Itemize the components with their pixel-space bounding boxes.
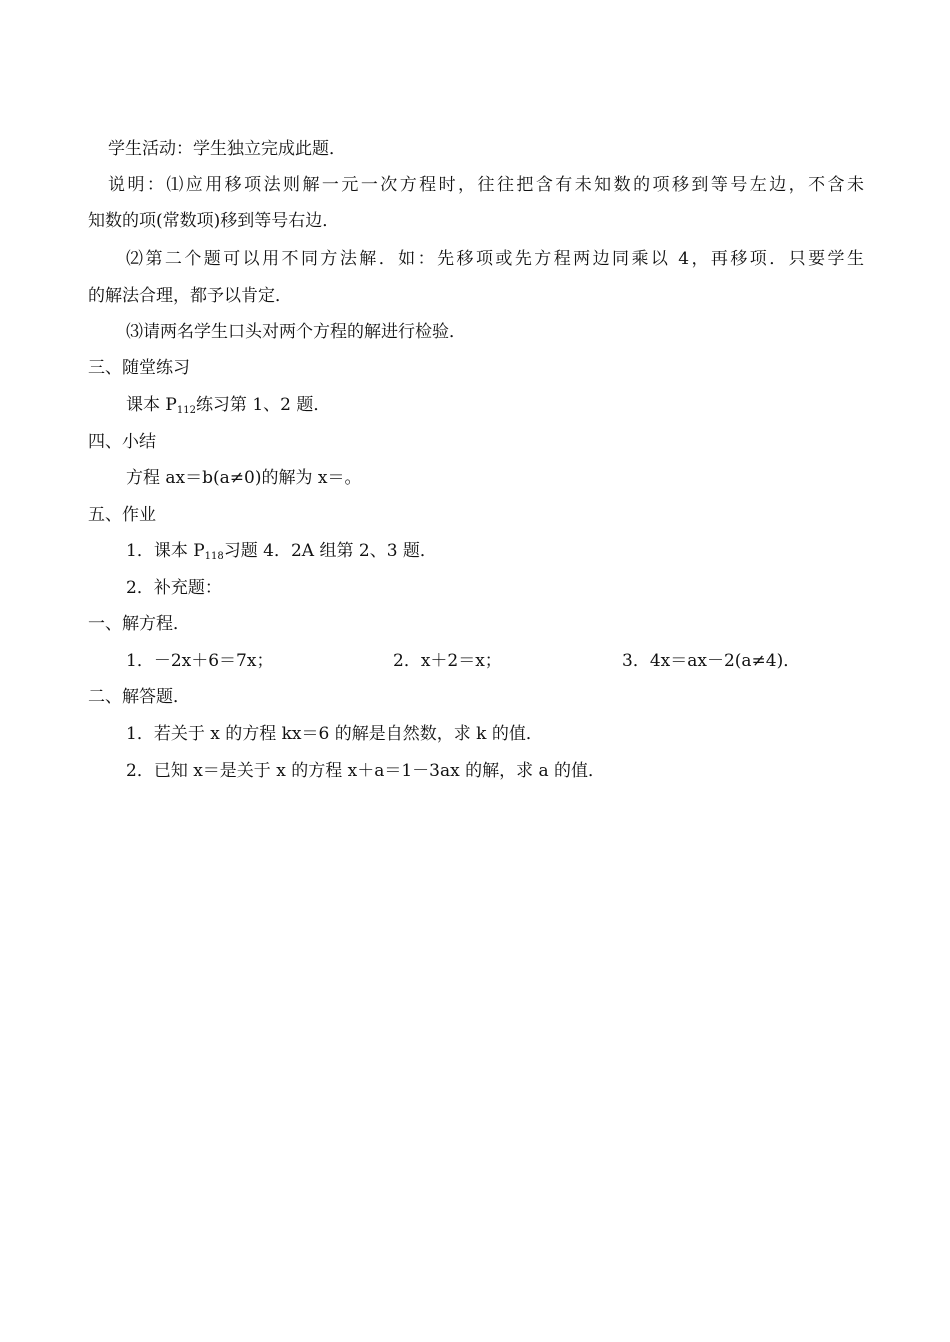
note-2-line-2: 的解法合理，都予以肯定． xyxy=(88,286,292,306)
section-heading-homework: 五、作业 xyxy=(88,505,156,525)
note-1-line-2: 知数的项(常数项)移到等号右边． xyxy=(88,211,340,231)
homework-item-1-prefix: 1．课本 P xyxy=(126,541,205,561)
note-3: ⑶请两名学生口头对两个方程的解进行检验． xyxy=(126,322,466,342)
equation-2: 2．x＋2＝x； xyxy=(393,651,502,671)
practice-text-suffix: 练习第 1、2 题． xyxy=(195,395,331,415)
homework-item-1 xyxy=(126,540,437,568)
practice-text-prefix: 课本 P xyxy=(126,395,177,415)
section-heading-practice: 三、随堂练习 xyxy=(88,358,190,378)
note-1-line-1: 说明：⑴应用移项法则解一元一次方程时，往往把含有未知数的项移到等号左边，不含未 xyxy=(108,175,864,195)
part-heading-answer-questions: 二、解答题． xyxy=(88,687,190,707)
student-activity: 学生活动：学生独立完成此题． xyxy=(108,139,346,159)
part-heading-solve-equations: 一、解方程． xyxy=(88,614,190,634)
practice-page-number: 112 xyxy=(176,405,196,416)
homework-item-1-suffix: 习题 4．2A 组第 2、3 题． xyxy=(223,541,437,561)
question-2: 2．已知 x＝是关于 x 的方程 x＋a＝1－3ax 的解，求 a 的值． xyxy=(126,761,606,781)
section-heading-summary: 四、小结 xyxy=(88,432,156,452)
note-2-line-1: ⑵第二个题可以用不同方法解．如：先移项或先方程两边同乘以 4，再移项．只要学生 xyxy=(126,249,864,269)
equation-1: 1．－2x＋6＝7x； xyxy=(126,651,274,671)
practice-text xyxy=(126,394,330,422)
equation-3: 3．4x＝ax－2(a≠4)． xyxy=(622,651,801,671)
question-1: 1．若关于 x 的方程 kx＝6 的解是自然数，求 k 的值． xyxy=(126,724,543,744)
homework-item-2: 2．补充题： xyxy=(126,578,222,598)
homework-page-number: 118 xyxy=(204,551,224,562)
summary-text: 方程 ax＝b(a≠0)的解为 x＝。 xyxy=(126,468,362,488)
